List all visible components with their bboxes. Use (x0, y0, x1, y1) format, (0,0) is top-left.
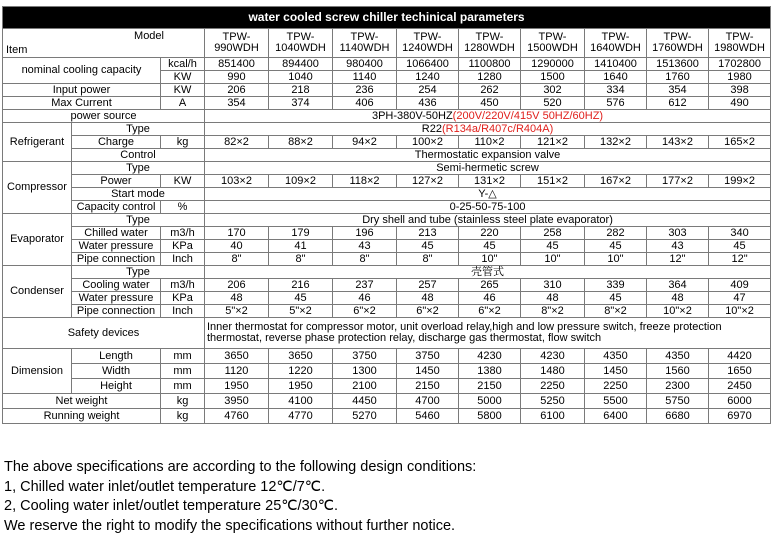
evaporator-chilled-row (3, 227, 771, 240)
row-label: Length (72, 349, 161, 364)
value-cell: 1760 (647, 71, 709, 84)
input-power-label: Input power (3, 84, 161, 97)
model-header-cell: TPW- 990WDH (205, 29, 269, 58)
row-label: Pipe connection (72, 253, 161, 266)
value-cell: 1140 (333, 71, 397, 84)
max-current-label: Max Current (3, 97, 161, 110)
span-value: Y-△ (205, 188, 771, 201)
unit-cell: A (161, 97, 205, 110)
value-cell: 406 (333, 97, 397, 110)
value-cell: 374 (269, 97, 333, 110)
compressor-start-row (3, 188, 771, 201)
cooling-capacity-kcal-row (3, 58, 771, 71)
value-cell: 310 (521, 279, 585, 292)
value-cell: 5270 (333, 409, 397, 424)
value-cell: 4350 (647, 349, 709, 364)
value-cell: 894400 (269, 58, 333, 71)
model-label: Model (134, 30, 164, 42)
value-cell: 354 (647, 84, 709, 97)
value-cell: 364 (647, 279, 709, 292)
value-cell: 3650 (269, 349, 333, 364)
value-cell: 109×2 (269, 175, 333, 188)
compressor-group-label: Compressor (3, 162, 72, 214)
value-cell: 1410400 (585, 58, 647, 71)
row-label: Width (72, 364, 161, 379)
condenser-cooling-row (3, 279, 771, 292)
value-cell: 5"×2 (269, 305, 333, 318)
value-cell: 48 (521, 292, 585, 305)
value-cell: 43 (333, 240, 397, 253)
value-cell: 3650 (205, 349, 269, 364)
model-header-cell: TPW- 1760WDH (647, 29, 709, 58)
row-label: Cooling water (72, 279, 161, 292)
value-cell: 43 (647, 240, 709, 253)
condenser-pressure-row (3, 292, 771, 305)
value-cell: 302 (521, 84, 585, 97)
value-cell: 170 (205, 227, 269, 240)
value-cell: 1980 (709, 71, 771, 84)
value-cell: 398 (709, 84, 771, 97)
unit-cell: mm (161, 379, 205, 394)
evaporator-pressure-row (3, 240, 771, 253)
compressor-capacity-row (3, 201, 771, 214)
model-header-cell: TPW- 1280WDH (459, 29, 521, 58)
evaporator-pipe-row (3, 253, 771, 266)
model-header-cell: TPW- 1240WDH (397, 29, 459, 58)
value-cell: 254 (397, 84, 459, 97)
value-cell: 199×2 (709, 175, 771, 188)
value-cell: 1280 (459, 71, 521, 84)
row-label: Water pressure (72, 292, 161, 305)
value-cell: 1480 (521, 364, 585, 379)
value-cell: 177×2 (647, 175, 709, 188)
unit-cell: KW (161, 71, 205, 84)
row-label: Chilled water (72, 227, 161, 240)
unit-cell: kg (161, 409, 205, 424)
unit-cell: kcal/h (161, 58, 205, 71)
value-cell: 45 (709, 240, 771, 253)
unit-cell: mm (161, 349, 205, 364)
row-label: Capacity control (72, 201, 161, 214)
condenser-pipe-row (3, 305, 771, 318)
value-cell: 334 (585, 84, 647, 97)
value-cell: 4350 (585, 349, 647, 364)
value-cell: 1380 (459, 364, 521, 379)
safety-devices-row (3, 318, 771, 349)
value-cell: 258 (521, 227, 585, 240)
evaporator-group-label: Evaporator (3, 214, 72, 266)
value-cell: 8" (397, 253, 459, 266)
value-cell: 990 (205, 71, 269, 84)
value-cell: 100×2 (397, 136, 459, 149)
value-cell: 5000 (459, 394, 521, 409)
safety-devices-value: Inner thermostat for compressor motor, unit overload relay,high and low pressure switch, freeze protection thermostat, reverse phase protection relay, discharge gas thermostat, flow switch (205, 318, 771, 349)
model-header-cell: TPW- 1040WDH (269, 29, 333, 58)
power-source-label: power source (3, 110, 205, 123)
value-cell: 132×2 (585, 136, 647, 149)
value-cell: 6680 (647, 409, 709, 424)
value-cell: 4100 (269, 394, 333, 409)
unit-cell: KW (161, 175, 205, 188)
value-cell: 8" (333, 253, 397, 266)
row-label: Type (72, 266, 205, 279)
value-cell: 1513600 (647, 58, 709, 71)
span-value: 0-25-50-75-100 (205, 201, 771, 214)
compressor-type-row (3, 162, 771, 175)
value-cell: 45 (585, 240, 647, 253)
model-item-header (3, 29, 205, 58)
value-cell: 48 (205, 292, 269, 305)
note-line: 1, Chilled water inlet/outlet temperature 12℃/7℃. (4, 478, 326, 495)
value-cell: 5500 (585, 394, 647, 409)
power-source-value: 3PH-380V-50HZ(200V/220V/415V 50HZ/60HZ) (205, 110, 771, 123)
value-cell: 2150 (397, 379, 459, 394)
value-cell: 48 (647, 292, 709, 305)
condenser-group-label: Condenser (3, 266, 72, 318)
value-cell: 520 (521, 97, 585, 110)
value-cell: 236 (333, 84, 397, 97)
value-cell: 1120 (205, 364, 269, 379)
condenser-type-row (3, 266, 771, 279)
value-cell: 10" (585, 253, 647, 266)
value-cell: 612 (647, 97, 709, 110)
value-cell: 5800 (459, 409, 521, 424)
value-cell: 5250 (521, 394, 585, 409)
value-cell: 8" (269, 253, 333, 266)
value-cell: 45 (585, 292, 647, 305)
unit-cell: kg (161, 136, 205, 149)
value-cell: 213 (397, 227, 459, 240)
item-label: Item (6, 44, 28, 56)
row-label: Net weight (3, 394, 161, 409)
value-cell: 237 (333, 279, 397, 292)
value-cell: 1650 (709, 364, 771, 379)
value-cell: 5460 (397, 409, 459, 424)
dimension-height-row (3, 379, 771, 394)
value-cell: 4230 (459, 349, 521, 364)
value-cell: 10"×2 (647, 305, 709, 318)
value-cell: 262 (459, 84, 521, 97)
row-label: Type (72, 123, 205, 136)
value-cell: 2150 (459, 379, 521, 394)
unit-cell: % (161, 201, 205, 214)
value-cell: 45 (521, 240, 585, 253)
unit-cell: Inch (161, 305, 205, 318)
refrigerant-control-row (3, 149, 771, 162)
span-value: Thermostatic expansion valve (205, 149, 771, 162)
running-weight-row (3, 409, 771, 424)
value-cell: 1040 (269, 71, 333, 84)
row-label: Pipe connection (72, 305, 161, 318)
value-cell: 303 (647, 227, 709, 240)
value-cell: 1702800 (709, 58, 771, 71)
value-cell: 257 (397, 279, 459, 292)
span-value: Semi-hermetic screw (205, 162, 771, 175)
value-cell: 127×2 (397, 175, 459, 188)
value-cell: 1300 (333, 364, 397, 379)
value-cell: 1450 (585, 364, 647, 379)
value-cell: 206 (205, 279, 269, 292)
value-cell: 165×2 (709, 136, 771, 149)
value-cell: 179 (269, 227, 333, 240)
value-cell: 103×2 (205, 175, 269, 188)
value-cell: 450 (459, 97, 521, 110)
value-cell: 46 (459, 292, 521, 305)
value-cell: 10" (459, 253, 521, 266)
value-cell: 48 (397, 292, 459, 305)
model-header-row (3, 29, 771, 58)
evaporator-type-row (3, 214, 771, 227)
value-cell: 40 (205, 240, 269, 253)
value-cell: 220 (459, 227, 521, 240)
unit-cell: Inch (161, 253, 205, 266)
value-cell: 265 (459, 279, 521, 292)
value-cell: 47 (709, 292, 771, 305)
value-cell: 143×2 (647, 136, 709, 149)
value-cell: 436 (397, 97, 459, 110)
value-cell: 339 (585, 279, 647, 292)
value-cell: 4230 (521, 349, 585, 364)
value-cell: 5750 (647, 394, 709, 409)
value-cell: 1066400 (397, 58, 459, 71)
value-cell: 354 (205, 97, 269, 110)
dimension-group-label: Dimension (3, 349, 72, 394)
value-cell: 2300 (647, 379, 709, 394)
value-cell: 82×2 (205, 136, 269, 149)
value-cell: 3750 (397, 349, 459, 364)
value-cell: 46 (333, 292, 397, 305)
value-cell: 8"×2 (585, 305, 647, 318)
unit-cell: kg (161, 394, 205, 409)
value-cell: 4770 (269, 409, 333, 424)
cooling-capacity-label: nominal cooling capacity (3, 58, 161, 84)
value-cell: 45 (397, 240, 459, 253)
value-cell: 1290000 (521, 58, 585, 71)
value-cell: 6100 (521, 409, 585, 424)
value-cell: 45 (459, 240, 521, 253)
value-cell: 8" (205, 253, 269, 266)
value-cell: 6000 (709, 394, 771, 409)
value-cell: 4700 (397, 394, 459, 409)
model-header-cell: TPW- 1500WDH (521, 29, 585, 58)
value-cell: 6970 (709, 409, 771, 424)
value-cell: 2100 (333, 379, 397, 394)
value-cell: 4420 (709, 349, 771, 364)
value-cell: 6"×2 (333, 305, 397, 318)
value-cell: 88×2 (269, 136, 333, 149)
value-cell: 4450 (333, 394, 397, 409)
value-cell: 5"×2 (205, 305, 269, 318)
value-cell: 10"×2 (709, 305, 771, 318)
value-cell: 3950 (205, 394, 269, 409)
value-cell: 216 (269, 279, 333, 292)
value-cell: 6"×2 (459, 305, 521, 318)
value-cell: 2250 (521, 379, 585, 394)
value-cell: 110×2 (459, 136, 521, 149)
value-cell: 490 (709, 97, 771, 110)
value-cell: 45 (269, 292, 333, 305)
dimension-length-row (3, 349, 771, 364)
value-cell: 1950 (205, 379, 269, 394)
value-cell: 121×2 (521, 136, 585, 149)
note-line: The above specifications are according to the following design conditions: (4, 459, 477, 475)
unit-cell: KPa (161, 240, 205, 253)
span-value: Dry shell and tube (stainless steel plate evaporator) (205, 214, 771, 227)
value-cell: 6"×2 (397, 305, 459, 318)
design-notes (4, 458, 476, 536)
net-weight-row (3, 394, 771, 409)
value-cell: 1950 (269, 379, 333, 394)
note-line: 2, Cooling water inlet/outlet temperature 25℃/30℃. (4, 498, 339, 514)
model-header-cell: TPW- 1640WDH (585, 29, 647, 58)
unit-cell: KW (161, 84, 205, 97)
value-cell: 980400 (333, 58, 397, 71)
refrigerant-group-label: Refrigerant (3, 123, 72, 162)
spec-table (2, 6, 771, 424)
value-cell: 282 (585, 227, 647, 240)
compressor-power-row (3, 175, 771, 188)
row-label: Water pressure (72, 240, 161, 253)
row-label: Height (72, 379, 161, 394)
note-line: We reserve the right to modify the specifications without further notice. (4, 517, 456, 534)
value-cell: 218 (269, 84, 333, 97)
value-cell: 206 (205, 84, 269, 97)
row-label: Control (72, 149, 205, 162)
value-cell: 118×2 (333, 175, 397, 188)
unit-cell: m3/h (161, 279, 205, 292)
value-cell: 6400 (585, 409, 647, 424)
value-cell: 1500 (521, 71, 585, 84)
model-header-cell: TPW- 1140WDH (333, 29, 397, 58)
value-cell: 1640 (585, 71, 647, 84)
value-cell: 1450 (397, 364, 459, 379)
value-cell: 10" (521, 253, 585, 266)
value-cell: 41 (269, 240, 333, 253)
model-header-cell: TPW- 1980WDH (709, 29, 771, 58)
value-cell: 2250 (585, 379, 647, 394)
value-cell: 3750 (333, 349, 397, 364)
value-cell: 409 (709, 279, 771, 292)
value-cell: 167×2 (585, 175, 647, 188)
row-label: Charge (72, 136, 161, 149)
refrigerant-type-row (3, 123, 771, 136)
value-cell: 2450 (709, 379, 771, 394)
refrigerant-charge-row (3, 136, 771, 149)
value-cell: 851400 (205, 58, 269, 71)
value-cell: 151×2 (521, 175, 585, 188)
row-label: Type (72, 162, 205, 175)
value-cell: 1220 (269, 364, 333, 379)
row-label: Start mode (72, 188, 205, 201)
value-cell: 1560 (647, 364, 709, 379)
value-cell: 1240 (397, 71, 459, 84)
unit-cell: mm (161, 364, 205, 379)
safety-devices-label: Safety devices (3, 318, 205, 349)
table-title: water cooled screw chiller techinical parameters (3, 7, 771, 29)
value-cell: 131×2 (459, 175, 521, 188)
span-value: 壳管式 (205, 266, 771, 279)
value-cell: 8"×2 (521, 305, 585, 318)
value-cell: 196 (333, 227, 397, 240)
max-current-row (3, 97, 771, 110)
row-label: Running weight (3, 409, 161, 424)
input-power-row (3, 84, 771, 97)
refrigerant-type-value: R22(R134a/R407c/R404A) (205, 123, 771, 136)
row-label: Power (72, 175, 161, 188)
power-source-row (3, 110, 771, 123)
value-cell: 4760 (205, 409, 269, 424)
value-cell: 94×2 (333, 136, 397, 149)
unit-cell: m3/h (161, 227, 205, 240)
row-label: Type (72, 214, 205, 227)
unit-cell: KPa (161, 292, 205, 305)
value-cell: 12" (709, 253, 771, 266)
value-cell: 12" (647, 253, 709, 266)
value-cell: 340 (709, 227, 771, 240)
dimension-width-row (3, 364, 771, 379)
value-cell: 1100800 (459, 58, 521, 71)
value-cell: 576 (585, 97, 647, 110)
